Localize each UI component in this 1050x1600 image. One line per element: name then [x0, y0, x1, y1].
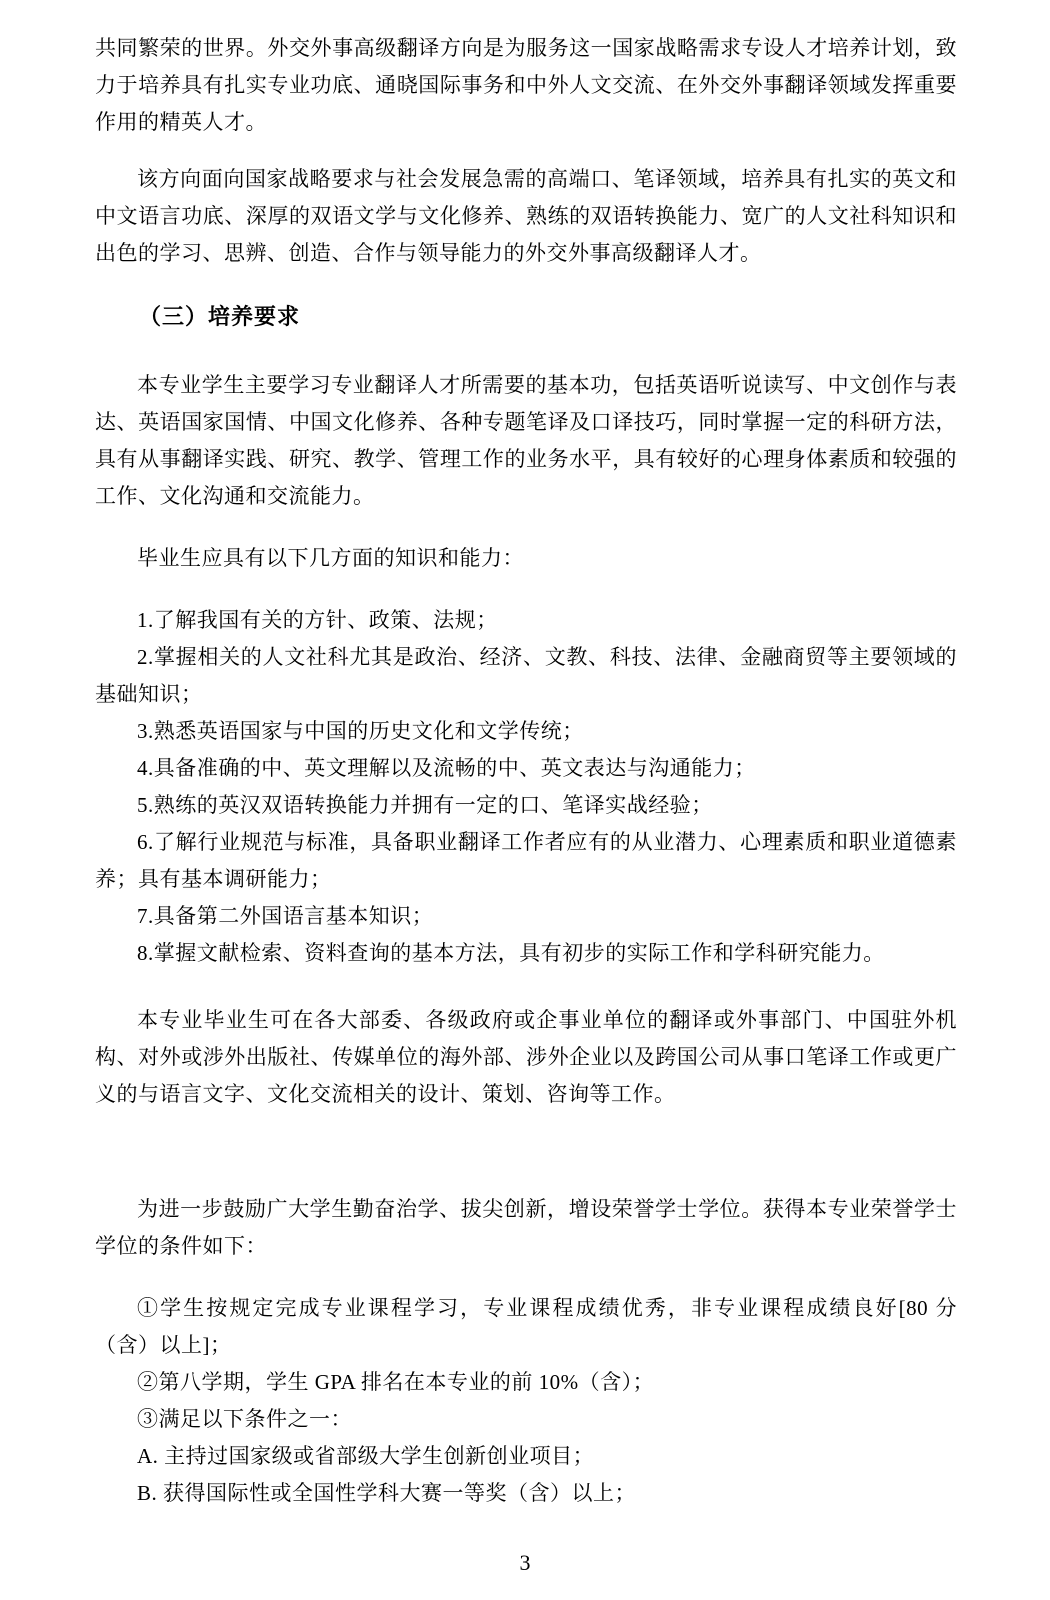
honor-condition-3a: A. 主持过国家级或省部级大学生创新创业项目； [137, 1444, 595, 1468]
paragraph-basic-skills: 本专业学生主要学习专业翻译人才所需要的基本功，包括英语听说读写、中文创作与表达、英语国家国情、中国文化修养、各种专题笔译及口译技巧，同时掌握一定的科研方法，具有从事翻译实践、研究、教学、管理工作的业务水平，具有较好的心理身体素质和较强的工作、文化沟通和交流能力。 [95, 373, 957, 508]
list-item-4: 4.具备准确的中、英文理解以及流畅的中、英文表达与沟通能力； [137, 756, 756, 780]
list-item-7: 7.具备第二外国语言基本知识； [137, 904, 434, 928]
honor-condition-3: ③满足以下条件之一： [137, 1407, 352, 1431]
list-item-1: 1.了解我国有关的方针、政策、法规； [137, 608, 498, 632]
section-heading-training-requirements: （三）培养要求 [139, 304, 301, 329]
paragraph-honor-degree-intro: 为进一步鼓励广大学生勤奋治学、拔尖创新，增设荣誉学士学位。获得本专业荣誉学士学位的条件如下： [95, 1197, 957, 1258]
list-item-8: 8.掌握文献检索、资料查询的基本方法，具有初步的实际工作和学科研究能力。 [137, 941, 885, 965]
knowledge-ability-list [95, 602, 957, 972]
honor-condition-1: ①学生按规定完成专业课程学习，专业课程成绩优秀，非专业课程成绩良好[80 分（含）以上]； [95, 1296, 957, 1357]
honor-condition-3b: B. 获得国际性或全国性学科大赛一等奖（含）以上； [137, 1481, 637, 1505]
list-item-3: 3.熟悉英语国家与中国的历史文化和文学传统； [137, 719, 584, 743]
honor-condition-2: ②第八学期，学生 GPA 排名在本专业的前 10%（含）； [137, 1370, 655, 1394]
page-number: 3 [519, 1550, 531, 1575]
paragraph-graduate-abilities-lead-in: 毕业生应具有以下几方面的知识和能力： [137, 546, 524, 570]
honor-degree-conditions-list [95, 1290, 957, 1512]
paragraph-continuation-elite-talent: 共同繁荣的世界。外交外事高级翻译方向是为服务这一国家战略需求专设人才培养计划，致力于培养具有扎实专业功底、通晓国际事务和中外人文交流、在外交外事翻译领域发挥重要作用的精英人才。 [95, 36, 957, 134]
list-item-5: 5.熟练的英汉双语转换能力并拥有一定的口、笔译实战经验； [137, 793, 713, 817]
document-body [95, 30, 957, 1512]
paragraph-direction-overview: 该方向面向国家战略要求与社会发展急需的高端口、笔译领域，培养具有扎实的英文和中文语言功底、深厚的双语文学与文化修养、熟练的双语转换能力、宽广的人文社科知识和出色的学习、思辨、创造、合作与领导能力的外交外事高级翻译人才。 [95, 167, 957, 265]
list-item-2: 2.掌握相关的人文社科尤其是政治、经济、文教、科技、法律、金融商贸等主要领域的基础知识； [95, 645, 957, 706]
paragraph-career-prospects: 本专业毕业生可在各大部委、各级政府或企事业单位的翻译或外事部门、中国驻外机构、对外或涉外出版社、传媒单位的海外部、涉外企业以及跨国公司从事口笔译工作或更广义的与语言文字、文化交流相关的设计、策划、咨询等工作。 [95, 1008, 957, 1106]
list-item-6: 6.了解行业规范与标准，具备职业翻译工作者应有的从业潜力、心理素质和职业道德素养；具有基本调研能力； [95, 830, 957, 891]
